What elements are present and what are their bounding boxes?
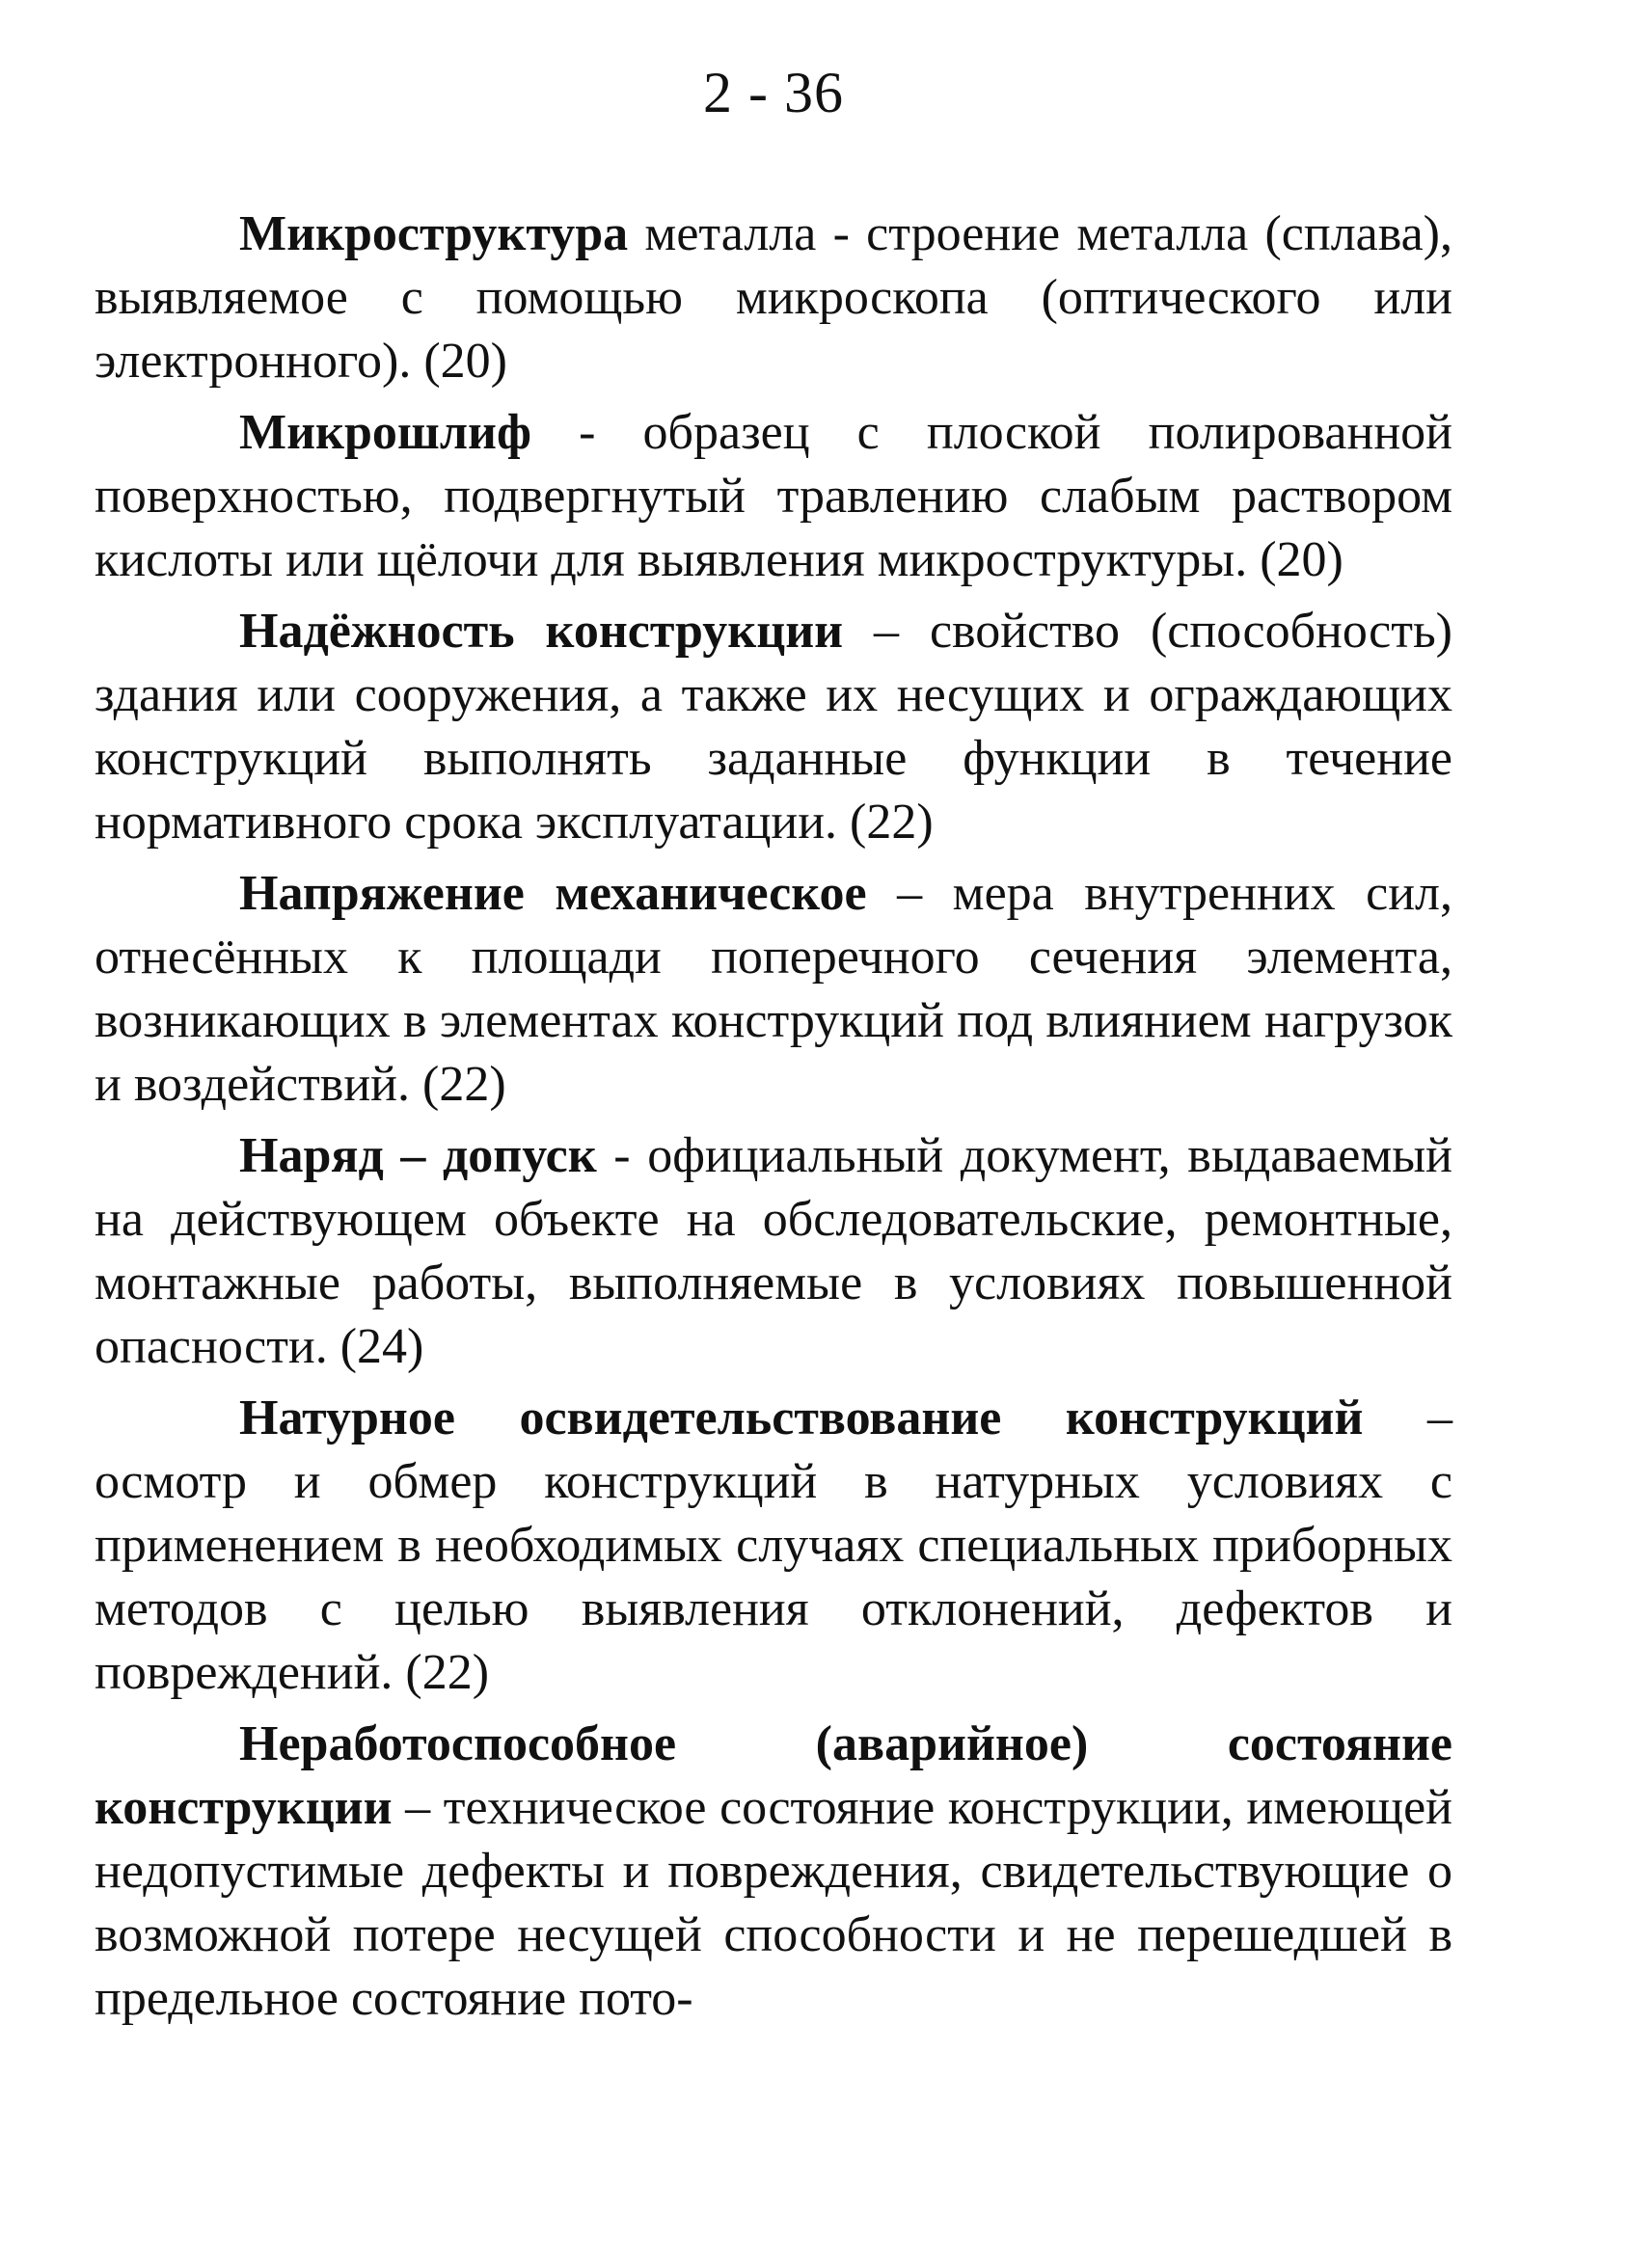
- glossary-term: Надёжность конструкции: [239, 604, 844, 659]
- glossary-entry-mechanical-stress: [95, 862, 1452, 1117]
- glossary-definition: металла - строение металла (сплава), выявляемое с помощью микроскопа (оптического или электронного). (20): [95, 206, 1452, 389]
- glossary-entry-work-permit: [95, 1124, 1452, 1379]
- glossary-term: Наряд – допуск: [239, 1128, 597, 1183]
- glossary-entries: [95, 202, 1452, 2038]
- glossary-definition: – мера внутренних сил, отнесённых к площади поперечного сечения элемента, возникающих в элементах конструкций под влиянием нагрузок и воздействий. (22): [95, 866, 1452, 1112]
- page-number: 2 - 36: [703, 61, 844, 124]
- glossary-term: Микроструктура: [239, 206, 629, 261]
- glossary-entry-structure-reliability: [95, 600, 1452, 854]
- glossary-term: Натурное освидетельствование конструкций: [239, 1390, 1364, 1445]
- glossary-term: Микрошлиф: [239, 405, 531, 460]
- glossary-entry-microsection: [95, 401, 1452, 592]
- glossary-definition: – свойство (способность) здания или сооружения, а также их несущих и ограждающих конструкций выполнять заданные функции в течение нормативного срока эксплуатации. (22): [95, 604, 1452, 850]
- glossary-entry-inoperable-state: [95, 1713, 1452, 2031]
- glossary-definition: – техническое состояние конструкции, имеющей недопустимые дефекты и повреждения, свидетельствующие о возможной потере несущей способности и не перешедшей в предельное состояние пото-: [95, 1780, 1452, 2026]
- glossary-definition: – осмотр и обмер конструкций в натурных условиях с применением в необходимых случаях специальных приборных методов с целью выявления отклонений, дефектов и повреждений. (22): [95, 1390, 1453, 1700]
- glossary-term: Напряжение механическое: [239, 866, 867, 921]
- glossary-entry-microstructure: [95, 202, 1452, 393]
- glossary-entry-field-inspection: [95, 1387, 1452, 1705]
- glossary-definition: - образец с плоской полированной поверхностью, подвергнутый травлению слабым раствором кислоты или щёлочи для выявления микроструктуры. (20): [95, 405, 1452, 587]
- glossary-term: Неработоспособное (аварийное) состояние конструкции: [95, 1716, 1452, 1835]
- glossary-definition: - официальный документ, выдаваемый на действующем объекте на обследовательские, ремонтные, монтажные работы, выполняемые в условиях повышенной опасности. (24): [95, 1128, 1453, 1374]
- document-page: [95, 0, 1452, 2268]
